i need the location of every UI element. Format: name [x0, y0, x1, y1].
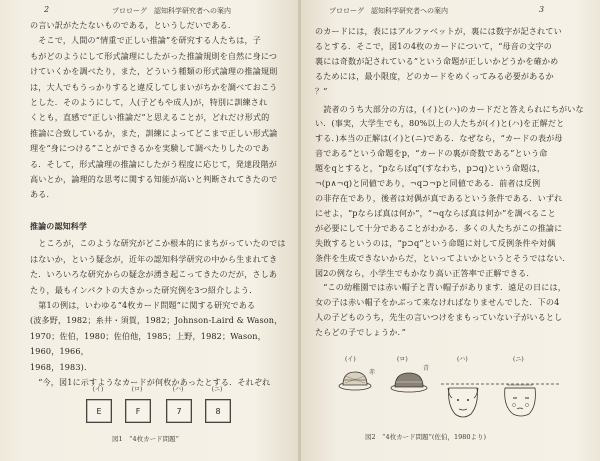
text-line: るとする．そこで，図1の4枚のカードについて，“母音の文字の: [315, 40, 552, 51]
hat-color-label: 赤: [369, 369, 376, 376]
figure-caption: 図2 “4枚カード問題”(佐伯，1980より): [365, 433, 487, 441]
blue-hat-icon: [391, 373, 427, 392]
text-line: “今，図1に示すようなカードが何枚かあったとする．それぞれ: [30, 376, 271, 387]
running-head: プロローグ 認知科学研究者への案内: [329, 7, 448, 15]
page-number: 2: [44, 5, 50, 14]
text-line: 人の子どものうち，先生の言いつけをまもっていない子がいるとし: [315, 312, 563, 323]
text-line: 1970；佐伯，1980；佐伯他，1985；上野，1982；Wason，1960，1966，: [30, 330, 266, 357]
text-line: の言い訳がたたないものである，というしだいである．: [30, 20, 237, 30]
card-f: F: [125, 399, 151, 423]
text-line: ？”: [315, 85, 328, 96]
card-label: (イ): [92, 386, 104, 393]
page-number: 3: [539, 5, 545, 14]
text-line: する．)本当の正解は(イ)と(ニ)である．なぜなら，“カードの表が母: [315, 133, 563, 144]
text-line: が必要にして十分であることがわかる．多くの人たちがこの推論に: [315, 222, 563, 233]
text-line: は，大人でもうっかりすると違反してしまいがちかを調べておこう: [30, 81, 278, 92]
figure-label: (ロ): [397, 356, 408, 363]
text-line: 読者のうち大部分の方は，(イ)と(ハ)のカードだと答えられにちがいな: [315, 103, 584, 114]
girl-face-icon: [448, 388, 478, 417]
text-line: “この幼稚園では赤い帽子と青い帽子があります．遠足の日には，: [315, 282, 566, 293]
left-page: [0, 0, 299, 461]
text-line: たり，最もインパクトの大きかった研究例を3つ紹介しよう．: [30, 284, 258, 295]
text-line: る．そして，形式論理の推論にしたがう程度に応じて，発達段階が: [30, 158, 277, 169]
right-page: [301, 0, 600, 461]
card-e: E: [86, 399, 112, 423]
text-line: 理を“身につける”ことができるかを実験して調べたりしたのであ: [30, 143, 270, 154]
text-line: ¬(p∧¬q)と同値であり，¬q⊃¬pと同値である．前者は反例: [315, 178, 541, 189]
figure-label: (ハ): [457, 356, 468, 363]
card-8: 8: [205, 399, 231, 423]
text-line: とした．そのようにして，人(子どもや成人)が，特別に訓練され: [30, 97, 268, 108]
paragraph: [30, 236, 292, 390]
figure-2-drawing: [331, 354, 571, 426]
text-line: 条件を生成できないからだ，といってよいかというとそうではない．: [315, 252, 571, 263]
text-line: けていくかを調べたり，また，どういう種類の形式論理の推論規則: [30, 66, 278, 77]
card-label: (ニ): [211, 386, 223, 393]
text-line: るためには，最小限度，どのカードをめくってみる必要があるか: [315, 70, 554, 81]
paragraph: [315, 24, 585, 99]
figure-2: [331, 354, 571, 426]
text-line: 女の子は赤い帽子をかぶって来なければなりませんでした．下の4: [315, 297, 560, 308]
text-line: 推論に合致しているか，また，訓練によってどこまで正しい形式論: [30, 127, 278, 138]
red-hat-icon: [339, 372, 371, 390]
text-line: ある．: [30, 189, 55, 200]
text-line: 裏には奇数が記されている”という命題が正しいかどうかを確かめ: [315, 55, 559, 66]
right-body-text: [315, 24, 585, 340]
paragraph: [315, 102, 585, 341]
text-line: 失敗するというのは，“p⊃q”という命題に対して反例条件や対偶: [315, 237, 556, 248]
text-line: 1968，1983)．: [30, 361, 93, 372]
text-line: そこで，人間の“情重で正しい推論”を研究する人たちは，子: [30, 35, 261, 46]
text-line: にせよ，“pならば真は何か”，“¬qならば真は何か”を調べること: [315, 207, 556, 218]
figure-caption: 図1 “4枚カード問題”: [112, 435, 179, 443]
figure-label: (イ): [345, 356, 356, 363]
text-line: はないか，という疑念が，近年の認知科学研究の中から生まれてき: [30, 253, 278, 264]
card-label: (ハ): [172, 386, 184, 393]
text-line: ところが，このような研究がどこか根本的にまちがっていたのでは: [30, 238, 286, 249]
text-line: 第1の例は，いわゆる“4枚カード問題”に関する研究である: [30, 299, 256, 310]
boy-face-icon: [505, 385, 536, 416]
text-line: もがどのようにして形式論理にしたがった推論規則を自然に身につ: [30, 50, 278, 61]
text-line: 高いとか，論理的な思考に関する知能が高いと判断されてきたので: [30, 174, 278, 185]
text-line: たらどの子でしょうか．”: [315, 327, 406, 338]
text-line: くとも，直感で“正しい推論だ”と思えることが，どれだけ形式的: [30, 112, 270, 123]
hat-color-label: 青: [423, 365, 430, 372]
text-line: 図2の例なら，小学生でもかなり高い正答率で正解できる．: [315, 267, 535, 278]
paragraph: [30, 18, 292, 203]
figure-label: (ニ): [513, 356, 524, 363]
section-heading: 推論の認知科学: [30, 221, 88, 231]
running-head: プロローグ 認知科学研究者への案内: [112, 7, 231, 15]
left-body-text: [30, 18, 292, 390]
text-line: 音である”という命題をp，“カードの裏が奇数である”という命: [315, 148, 548, 159]
text-line: の非存在であり，後者は対偶が真であるという条件である．いずれ: [315, 192, 563, 203]
text-line: い．(事実，大学生でも，80%以上の人たちが(イ)と(ハ)を正解だと: [315, 118, 565, 129]
text-line: た．いろいろな研究からの疑念が湧き起こってきたのだが，さしあ: [30, 269, 278, 280]
card-label: (ロ): [131, 386, 143, 393]
text-line: 題をqとすると，“pならばq”(すなわち，p⊃q)という命題は，: [315, 163, 546, 174]
text-line: のカードには，表にはアルファベットが，裏には数字が記されてい: [315, 26, 562, 36]
card-7: 7: [166, 399, 192, 423]
text-line: (波多野，1982；糸井・須賀，1982；Johnson-Laird & Wason，: [30, 315, 283, 326]
